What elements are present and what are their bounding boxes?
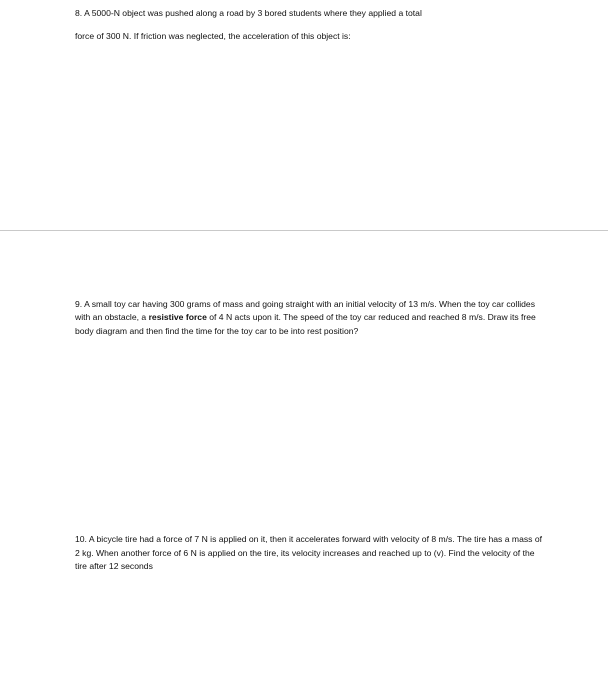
question-8-line-2: force of 300 N. If friction was neglected, the acceleration of this object is:	[75, 31, 351, 41]
question-10-text: 10. A bicycle tire had a force of 7 N is applied on it, then it accelerates forward with velocity of 8 m/s. The tire has a mass of 2 kg. When another force of 6 N is applied on the tire, its velocity increases and reached up to (v). Find the velocity of the tire after 12 seconds	[75, 534, 542, 572]
question-8-line-1: 8. A 5000-N object was pushed along a road by 3 bored students where they applied a total	[75, 8, 422, 18]
question-10	[75, 533, 545, 574]
question-9-bold-term: resistive force	[148, 312, 207, 323]
question-9-text-start: 9. A small toy car having 300 grams of mass and going straight with an initial velocity of 13 m/s. When the toy car collides with an obstacle, a	[75, 299, 535, 323]
question-9	[75, 298, 545, 338]
question-8	[75, 6, 545, 44]
section-divider	[0, 230, 608, 231]
question-9-text-end: of 4 N acts upon it. The speed of the toy car reduced and reached 8 m/s. Draw its free body diagram and then find the time for the toy car to be into rest position?	[75, 312, 536, 336]
